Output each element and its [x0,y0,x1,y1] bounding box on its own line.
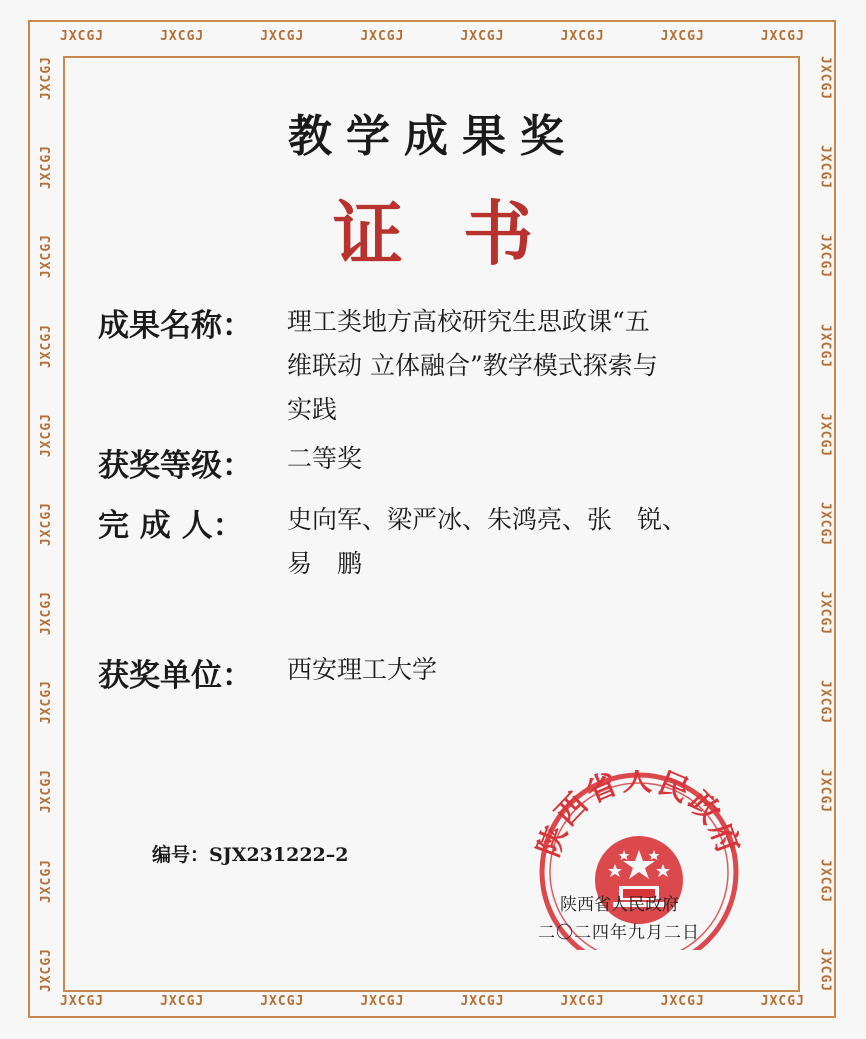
level-value: 二等奖 [287,444,363,473]
issue-date: 二〇二四年九月二日 [538,923,700,943]
people-line-1: 史向军、梁严冰、朱鸿亮、张 锐、 [287,505,688,534]
level-label: 获奖等级： [98,448,253,484]
issuer: 陕西省人民政府 [560,895,679,915]
unit-label: 获奖单位： [98,658,253,694]
unit-value: 西安理工大学 [287,655,438,684]
border-pattern-left: JXCGJ JXCGJ JXCGJ JXCGJ JXCGJ JXCGJ JXCGJ JXCGJ JXCGJ JXCGJ JXCGJ [38,56,54,992]
certificate-title: 教学成果奖 [288,111,578,162]
achievement-line-2: 维联动 立体融合”教学模式探索与 [287,351,658,380]
serial-number: 编号：SJX231222–2 [152,844,349,866]
people-value [287,498,777,586]
people-label: 完 成 人： [98,508,244,544]
achievement-line-3: 实践 [287,395,338,424]
people-line-2: 易 鹏 [287,549,363,578]
border-pattern-top: JXCGJ JXCGJ JXCGJ JXCGJ JXCGJ JXCGJ JXCGJ JXCGJ [60,28,805,44]
certificate-subtitle: 证书 [333,192,593,275]
achievement-line-1: 理工类地方高校研究生思政课“五 [287,307,650,336]
border-pattern-bottom: JXCGJ JXCGJ JXCGJ JXCGJ JXCGJ JXCGJ JXCGJ JXCGJ [60,993,805,1009]
achievement-label: 成果名称： [98,308,253,344]
achievement-value [287,300,777,432]
seal-text: 陕西省人民政府 [531,770,747,862]
border-pattern-right: JXCGJ JXCGJ JXCGJ JXCGJ JXCGJ JXCGJ JXCGJ JXCGJ JXCGJ JXCGJ JXCGJ [817,56,833,992]
